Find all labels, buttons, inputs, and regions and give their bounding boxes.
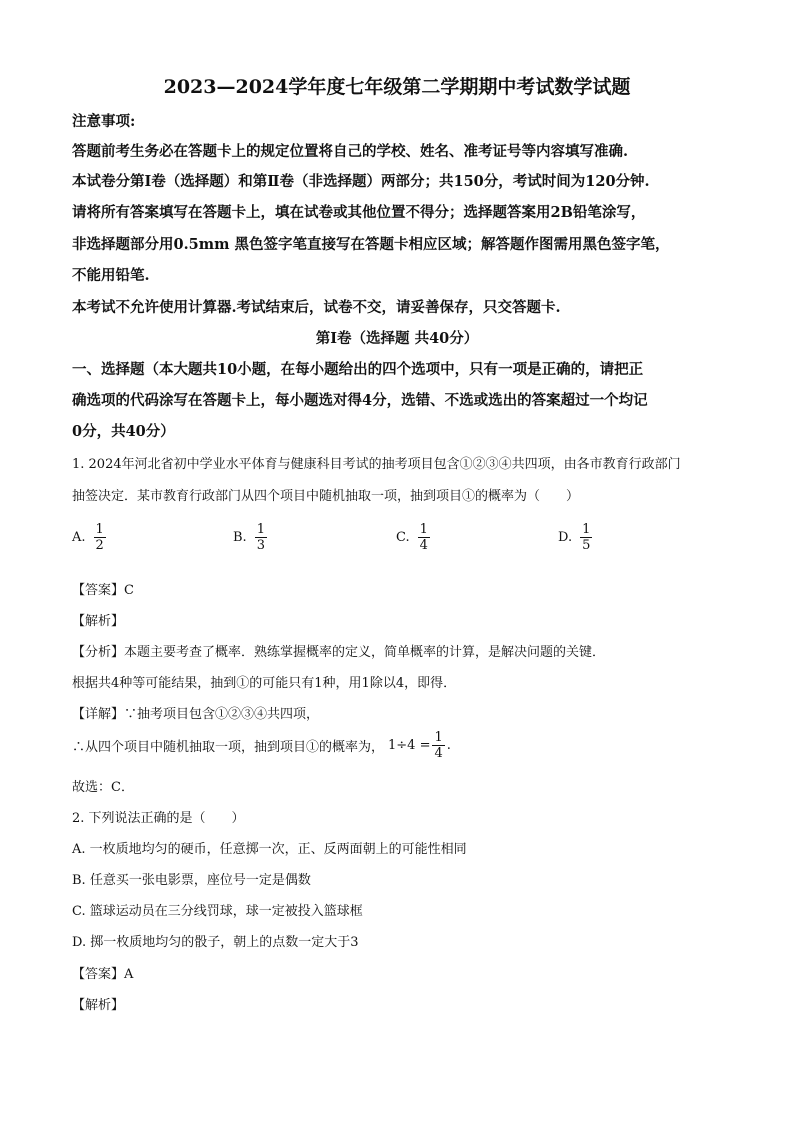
fraction-denominator: 2 <box>95 538 104 553</box>
fraction-numerator: 1 <box>582 522 591 537</box>
question-stem: 2. 下列说法正确的是（ ） <box>72 811 245 826</box>
part-title: 第Ⅰ卷（选择题 共40分） <box>315 330 479 347</box>
question-stem: 抽签决定．某市教育行政部门从四个项目中随机抽取一项，抽到项目①的概率为（ ） <box>72 489 580 504</box>
detail-text: 【详解】∵抽考项目包含①②③④共四项， <box>72 707 320 722</box>
detail-end: . <box>446 738 451 753</box>
analysis-text: 根据共4种等可能结果，抽到①的可能只有1种，用1除以4，即得． <box>72 676 457 691</box>
fraction-numerator: 1 <box>95 522 104 537</box>
option-label: A. <box>72 530 86 545</box>
detail-fraction <box>432 730 444 761</box>
section-intro: 0分，共40分） <box>72 423 175 440</box>
fraction-numerator: 1 <box>419 522 428 537</box>
option-a: A. 一枚质地均匀的硬币，任意掷一次，正、反两面朝上的可能性相同 <box>72 842 467 857</box>
detail-calc: 1÷4 = <box>388 738 431 753</box>
answer-line: 【答案】A <box>72 967 134 982</box>
detail-text: ∴从四个项目中随机抽取一项，抽到项目①的概率为， <box>72 740 385 755</box>
fraction-denominator: 4 <box>434 746 443 761</box>
option-fraction <box>94 522 106 553</box>
notice-line: 不能用铅笔. <box>72 267 150 284</box>
detail-calc-line <box>72 730 451 761</box>
option-b <box>233 522 267 553</box>
analysis-heading: 【解析】 <box>72 998 125 1013</box>
section-intro: 确选项的代码涂写在答题卡上，每小题选对得4分，选错、不选或选出的答案超过一个均记 <box>72 392 648 409</box>
notice-line: 本考试不允许使用计算器.考试结束后，试卷不交，请妥善保存，只交答题卡. <box>72 299 561 316</box>
option-d: D. 掷一枚质地均匀的骰子，朝上的点数一定大于3 <box>72 935 359 950</box>
option-label: D. <box>558 530 573 545</box>
option-fraction <box>418 522 430 553</box>
fraction-numerator: 1 <box>434 730 443 745</box>
notice-heading: 注意事项: <box>72 113 136 130</box>
option-fraction <box>580 522 592 553</box>
answer-line: 【答案】C <box>72 583 134 598</box>
option-label: C. <box>396 530 410 545</box>
option-c: C. 篮球运动员在三分线罚球，球一定被投入篮球框 <box>72 904 363 919</box>
option-b: B. 任意买一张电影票，座位号一定是偶数 <box>72 873 311 888</box>
option-a <box>72 522 106 553</box>
option-label: B. <box>233 530 247 545</box>
section-intro: 一、选择题（本大题共10小题，在每小题给出的四个选项中，只有一项是正确的，请把正 <box>72 361 644 378</box>
page-title: 2023—2024学年度七年级第二学期期中考试数学试题 <box>163 76 631 98</box>
notice-line: 请将所有答案填写在答题卡上，填在试卷或其他位置不得分；选择题答案用2B铅笔涂写， <box>72 204 646 221</box>
option-c <box>396 522 430 553</box>
notice-line: 本试卷分第Ⅰ卷（选择题）和第Ⅱ卷（非选择题）两部分；共150分，考试时间为120分钟. <box>72 173 650 190</box>
fraction-denominator: 4 <box>419 538 428 553</box>
question-stem: 1. 2024年河北省初中学业水平体育与健康科目考试的抽考项目包含①②③④共四项，由各市教育行政部门 <box>72 457 681 472</box>
fraction-numerator: 1 <box>256 522 265 537</box>
notice-line: 非选择题部分用0.5mm 黑色签字笔直接写在答题卡相应区域；解答题作图需用黑色签字笔， <box>72 236 670 253</box>
fraction-denominator: 5 <box>582 538 591 553</box>
analysis-heading: 【解析】 <box>72 614 125 629</box>
option-fraction <box>255 522 267 553</box>
notice-line: 答题前考生务必在答题卡上的规定位置将自己的学校、姓名、准考证号等内容填写准确. <box>72 143 629 160</box>
analysis-text: 【分析】本题主要考查了概率．熟练掌握概率的定义，简单概率的计算，是解决问题的关键． <box>72 645 606 660</box>
fraction-denominator: 3 <box>256 538 265 553</box>
option-d <box>558 522 592 553</box>
choice-line: 故选：C． <box>72 780 134 795</box>
